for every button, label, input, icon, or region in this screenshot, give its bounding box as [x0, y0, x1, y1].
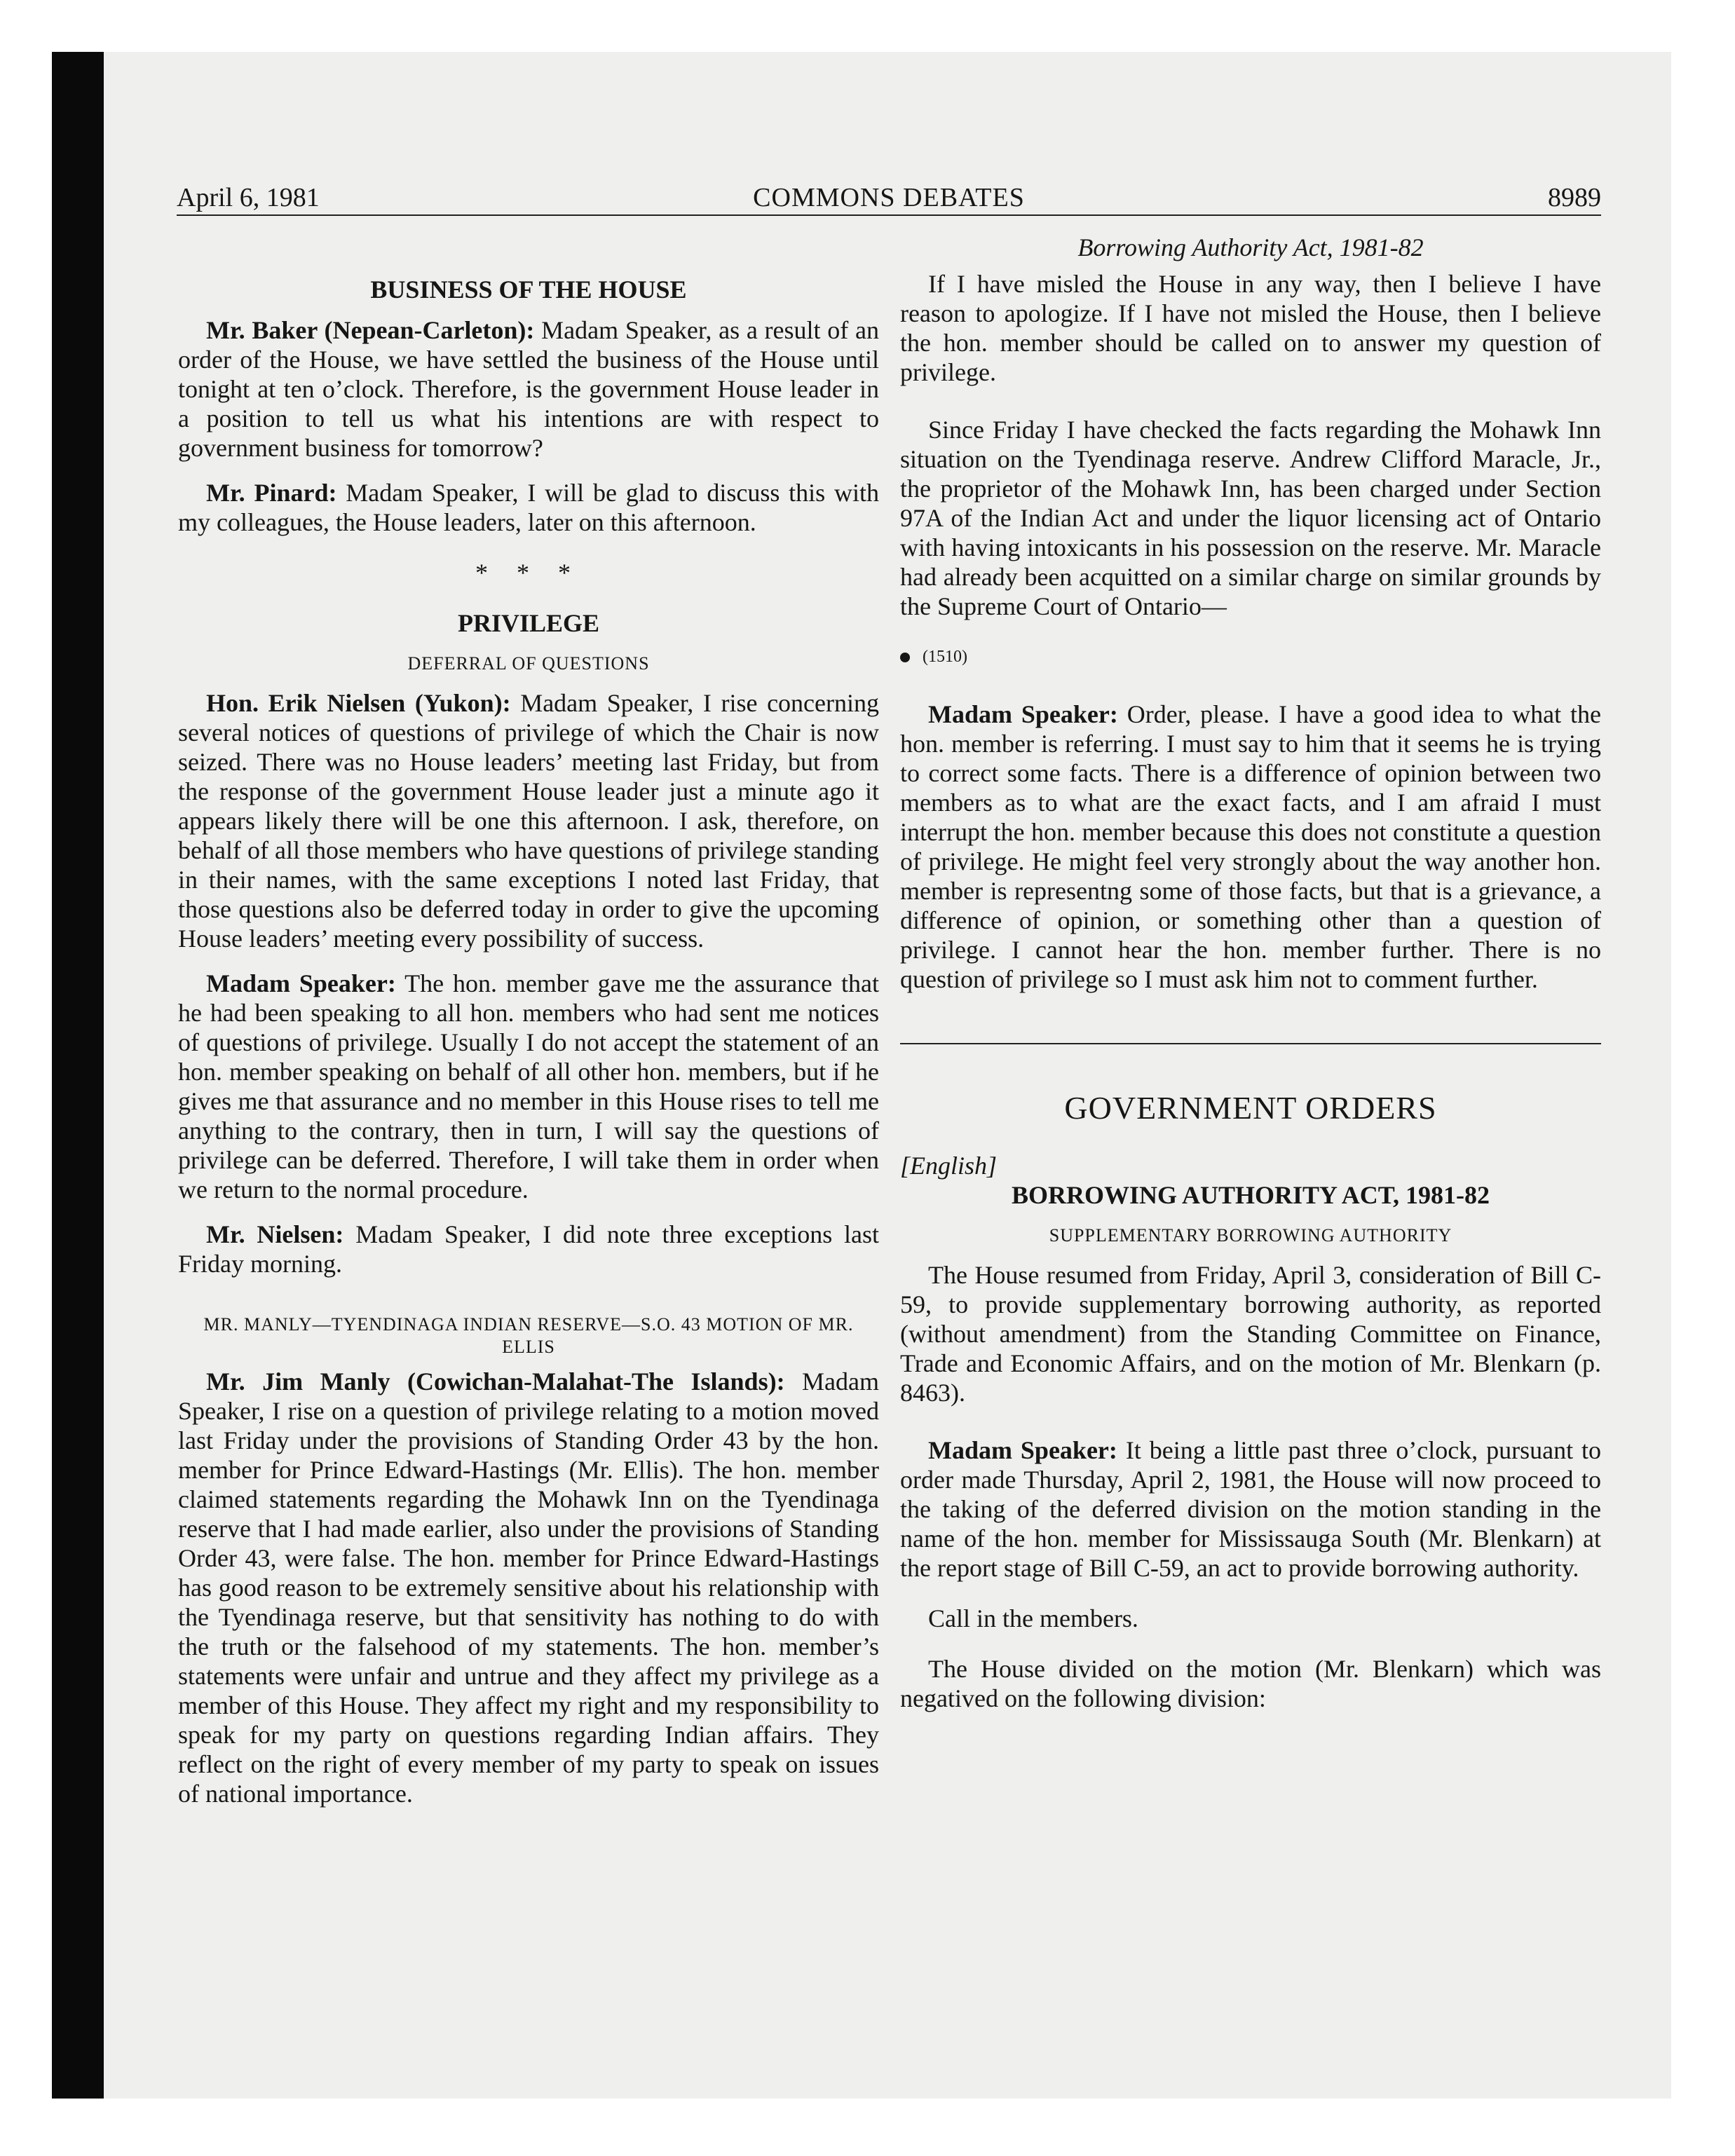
speech-text: Madam Speaker, I will be glad to discuss this with my colleagues, the House leaders, later on this afternoon.: [178, 479, 880, 536]
header-date: April 6, 1981: [177, 183, 320, 212]
speaker-name: Hon. Erik Nielsen (Yukon):: [206, 689, 511, 717]
paragraph-mohawk-inn: Since Friday I have checked the facts regarding the Mohawk Inn situation on the Tyendinaga reserve. Andrew Clifford Maracle, Jr., the proprietor of the Mohawk Inn, has been charged under Section 97A of the Indian Act and under the liquor licensing act of Ontario with having intoxicants in his possession on the reserve. Mr. Maracle had already been acquitted on a similar charge on similar grounds by the Supreme Court of Ontario—: [900, 416, 1601, 620]
right-column: [900, 233, 1601, 1728]
section-rule: [900, 1043, 1601, 1044]
speaker-name: Madam Speaker:: [928, 700, 1118, 728]
page-number: 8989: [1548, 183, 1601, 212]
header-title: COMMONS DEBATES: [753, 183, 1025, 212]
speech-text: The hon. member gave me the assurance that he had been speaking to all hon. members who had sent me notices of questions of privilege. Usually I do not accept the statement of an hon. member speaking on behalf of all other hon. members, but if he gives me that assurance and no member in this House rises to tell me anything to the contrary, then in turn, I will say the questions of privilege can be deferred. Therefore, I will take them in order when we return to the normal procedure.: [178, 969, 879, 1203]
speaker-name: Mr. Pinard:: [206, 479, 337, 507]
privilege-heading: PRIVILEGE: [457, 609, 600, 637]
speech-text: It being a little past three o’clock, pursuant to order made Thursday, April 2, 1981, the House will now proceed to the taking of the deferred division on the motion standing in the name of the hon. member for Mississauga South (Mr. Blenkarn) at the report stage of Bill C-59, an act to provide borrowing authority.: [900, 1436, 1601, 1582]
language-tag: [English]: [900, 1152, 998, 1180]
manly-subheading: MR. MANLY—TYENDINAGA INDIAN RESERVE—S.O. 43 MOTION OF MR. ELLIS: [203, 1314, 854, 1357]
speaker-name: Mr. Baker (Nepean-Carleton):: [206, 316, 535, 344]
header-rule: [177, 214, 1601, 216]
paragraph-bill-resumed: The House resumed from Friday, April 3, consideration of Bill C-59, to provide supplementary borrowing authority, as reported (without amendment) from the Standing Committee on Finance, Trade and Economic Affairs, and on the motion of Mr. Blenkarn (p. 8463).: [900, 1261, 1601, 1407]
paragraph-baker: [178, 315, 879, 463]
time-marker: [900, 642, 1601, 671]
speaker-name: Madam Speaker:: [206, 969, 396, 997]
speech-text: Madam Speaker, I did note three exceptions last Friday morning.: [178, 1220, 879, 1278]
time-marker-text: (1510): [923, 648, 967, 666]
bullet-icon: [900, 653, 910, 662]
page-header: [177, 178, 1601, 217]
left-column: [178, 233, 879, 1824]
speech-text: Madam Speaker, as a result of an order of the House, we have settled the business of the House until tonight at ten o’clock. Therefore, is the government House leader in a position to tell us what his intentions are with respect to government business for tomorrow?: [178, 316, 879, 462]
speaker-name: Mr. Nielsen:: [206, 1220, 344, 1248]
deferral-subheading: DEFERRAL OF QUESTIONS: [407, 653, 650, 674]
speech-text: Order, please. I have a good idea to what the hon. member is referring. I must say to him that it seems he is trying to correct some facts. There is a difference of opinion between two members as to what are the exact facts, and I am afraid I must interrupt the hon. member because this does not constitute a question of privilege. He might feel very strongly about the way another hon. member is representng some of those facts, but that is a grievance, a difference of opinion, or something other than a question of privilege. I cannot hear the hon. member further. There is no question of privilege so I must ask him not to comment further.: [900, 700, 1601, 993]
paragraph-speaker-ruling: [900, 700, 1601, 994]
speaker-name: Mr. Jim Manly (Cowichan-Malahat-The Islands):: [206, 1367, 785, 1396]
speech-text: Madam Speaker, I rise on a question of privilege relating to a motion moved last Friday under the provisions of Standing Order 43 by the hon. member for Prince Edward-Hastings (Mr. Ellis). The hon. member claimed statements regarding the Mohawk Inn on the Tyendinaga reserve that I had made earlier, also under the provisions of Standing Order 43, were false. The hon. member for Prince Edward-Hastings has good reason to be extremely sensitive about his relationship with the Tyendinaga reserve, but that sensitivity has nothing to do with the truth or the falsehood of my statements. The hon. member’s statements were unfair and untrue and they affect my privilege as a member of this House. They affect my right and my responsibility to speak for my party on questions regarding Indian affairs. They reflect on the right of every member of my party to speak on issues of national importance.: [178, 1367, 879, 1808]
paragraph-nielsen-2: [178, 1220, 879, 1278]
speech-text: Madam Speaker, I rise concerning several notices of questions of privilege of which the Chair is now seized. There was no House leaders’ meeting last Friday, but from the response of the government House leader just a minute ago it appears likely there will be one this afternoon. I ask, therefore, on behalf of all those members who have questions of privilege standing in their names, with the same exceptions I noted last Friday, that those questions also be deferred today in order to give the upcoming House leaders’ meeting every possibility of success.: [178, 689, 879, 953]
bill-subheading: SUPPLEMENTARY BORROWING AUTHORITY: [1049, 1225, 1452, 1246]
bill-heading: BORROWING AUTHORITY ACT, 1981-82: [1011, 1181, 1490, 1209]
paragraph-manly: [178, 1367, 879, 1808]
paragraph-manly-continued: If I have misled the House in any way, then I believe I have reason to apologize. If I have not misled the House, then I believe the hon. member should be called on to answer my question of privilege.: [900, 270, 1601, 386]
government-orders-heading: GOVERNMENT ORDERS: [1064, 1090, 1437, 1126]
section-separator: * * *: [475, 559, 582, 587]
paragraph-speaker-division: [900, 1435, 1601, 1583]
paragraph-nielsen: [178, 688, 879, 953]
paragraph-pinard: [178, 478, 879, 537]
paragraph-speaker: [178, 969, 879, 1204]
running-head: Borrowing Authority Act, 1981-82: [1077, 233, 1424, 261]
paragraph-call-members: Call in the members.: [928, 1604, 1138, 1632]
paragraph-division-result: The House divided on the motion (Mr. Blenkarn) which was negatived on the following division:: [900, 1655, 1601, 1712]
business-heading: BUSINESS OF THE HOUSE: [370, 275, 687, 303]
scan-binding-edge: [52, 52, 104, 2099]
speaker-name: Madam Speaker:: [928, 1436, 1117, 1464]
